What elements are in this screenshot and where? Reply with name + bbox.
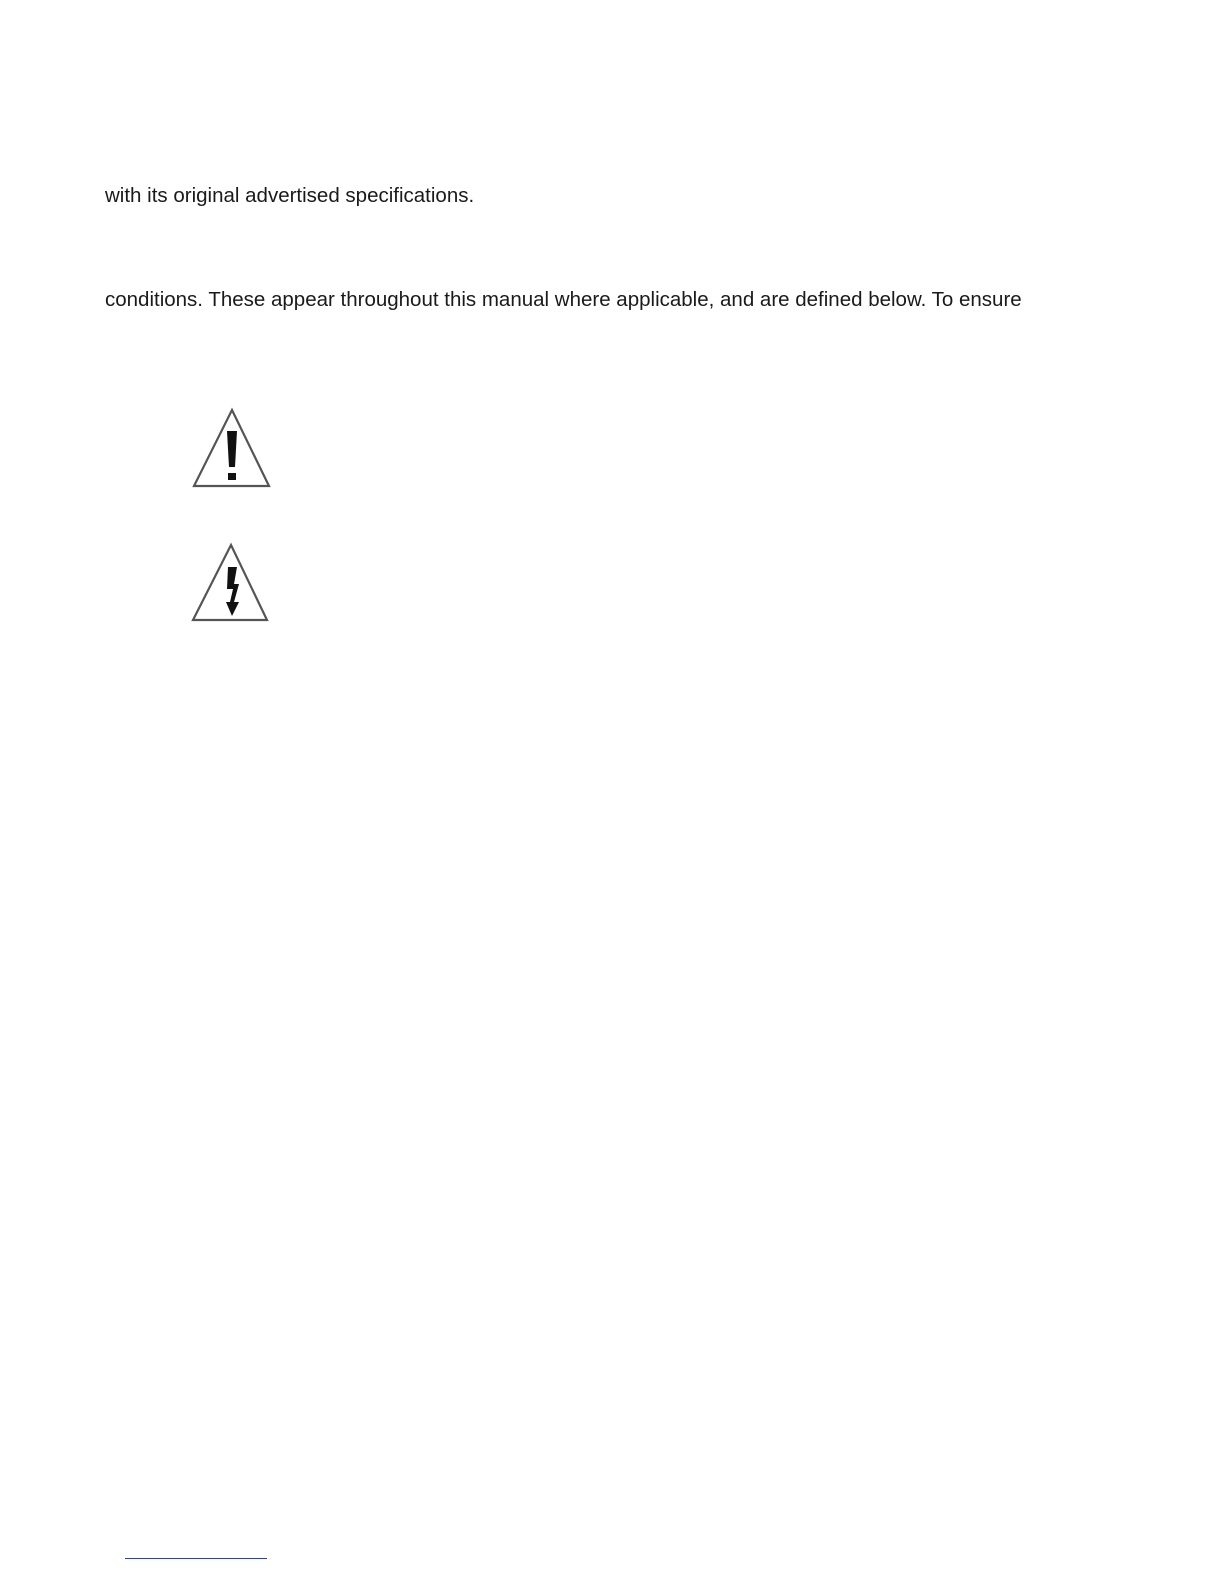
- body-text-line: with its original advertised specifications.: [105, 184, 475, 207]
- caution-exclamation-icon: [192, 407, 272, 489]
- body-text-line: conditions. These appear throughout this manual where applicable, and are defined below. To ensure: [105, 288, 1022, 311]
- electric-shock-icon: [191, 542, 269, 622]
- footnote-separator: [125, 1558, 267, 1559]
